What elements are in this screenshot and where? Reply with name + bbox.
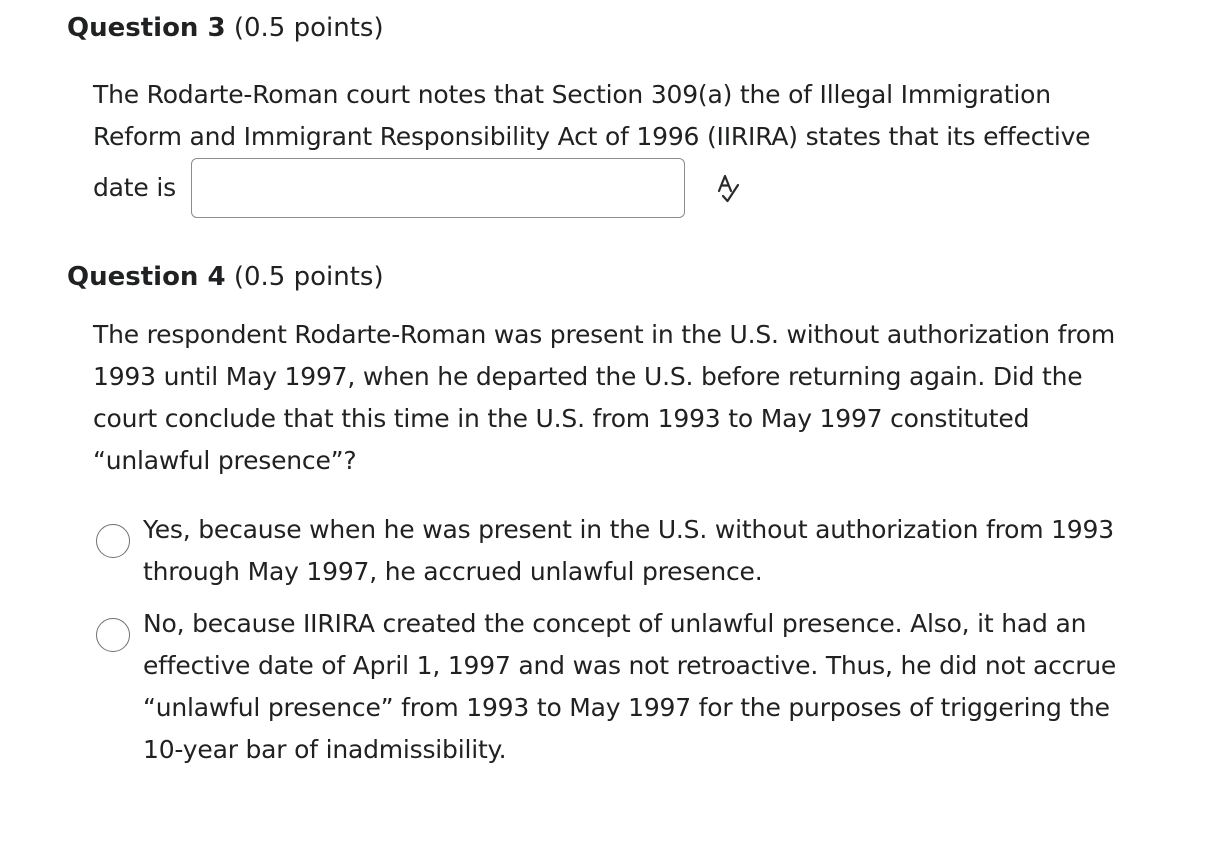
prompt-line: 1993 until May 1997, when he departed the U.S. before returning again. Did the (93, 362, 1083, 391)
question-4-prompt (93, 314, 1193, 482)
answer-option-no[interactable] (96, 603, 1116, 771)
option-line: “unlawful presence” from 1993 to May 1997 for the purposes of triggering the (143, 693, 1110, 722)
prompt-line: The Rodarte-Roman court notes that Section 309(a) the of Illegal Immigration (93, 80, 1051, 109)
option-line: 10-year bar of inadmissibility. (143, 735, 507, 764)
fill-in-row (93, 158, 1193, 218)
prompt-line: court conclude that this time in the U.S. from 1993 to May 1997 constituted (93, 404, 1030, 433)
prompt-line: date is (93, 173, 176, 202)
question-3-prompt (93, 74, 1193, 218)
option-line: No, because IIRIRA created the concept of unlawful presence. Also, it had an (143, 609, 1087, 638)
spellcheck-icon[interactable] (711, 171, 745, 205)
prompt-line: Reform and Immigrant Responsibility Act of 1996 (IIRIRA) states that its effective (93, 122, 1091, 151)
question-3-answer-input[interactable] (191, 158, 685, 218)
answer-option-text[interactable] (143, 603, 1116, 771)
radio-button-yes[interactable] (96, 524, 130, 558)
question-3-label: Question 3 (67, 13, 226, 43)
question-3-points: (0.5 points) (233, 13, 384, 43)
question-3-title (67, 12, 384, 44)
question-4-points: (0.5 points) (233, 262, 384, 292)
prompt-line: The respondent Rodarte-Roman was present in the U.S. without authorization from (93, 320, 1116, 349)
question-4-label: Question 4 (67, 262, 226, 292)
radio-button-no[interactable] (96, 618, 130, 652)
answer-option-yes[interactable] (96, 509, 1114, 593)
question-4-title (67, 261, 384, 293)
option-line: effective date of April 1, 1997 and was not retroactive. Thus, he did not accrue (143, 651, 1117, 680)
answer-option-text[interactable] (143, 509, 1114, 593)
option-line: through May 1997, he accrued unlawful presence. (143, 557, 763, 586)
prompt-line: “unlawful presence”? (93, 446, 357, 475)
option-line: Yes, because when he was present in the U.S. without authorization from 1993 (143, 515, 1114, 544)
